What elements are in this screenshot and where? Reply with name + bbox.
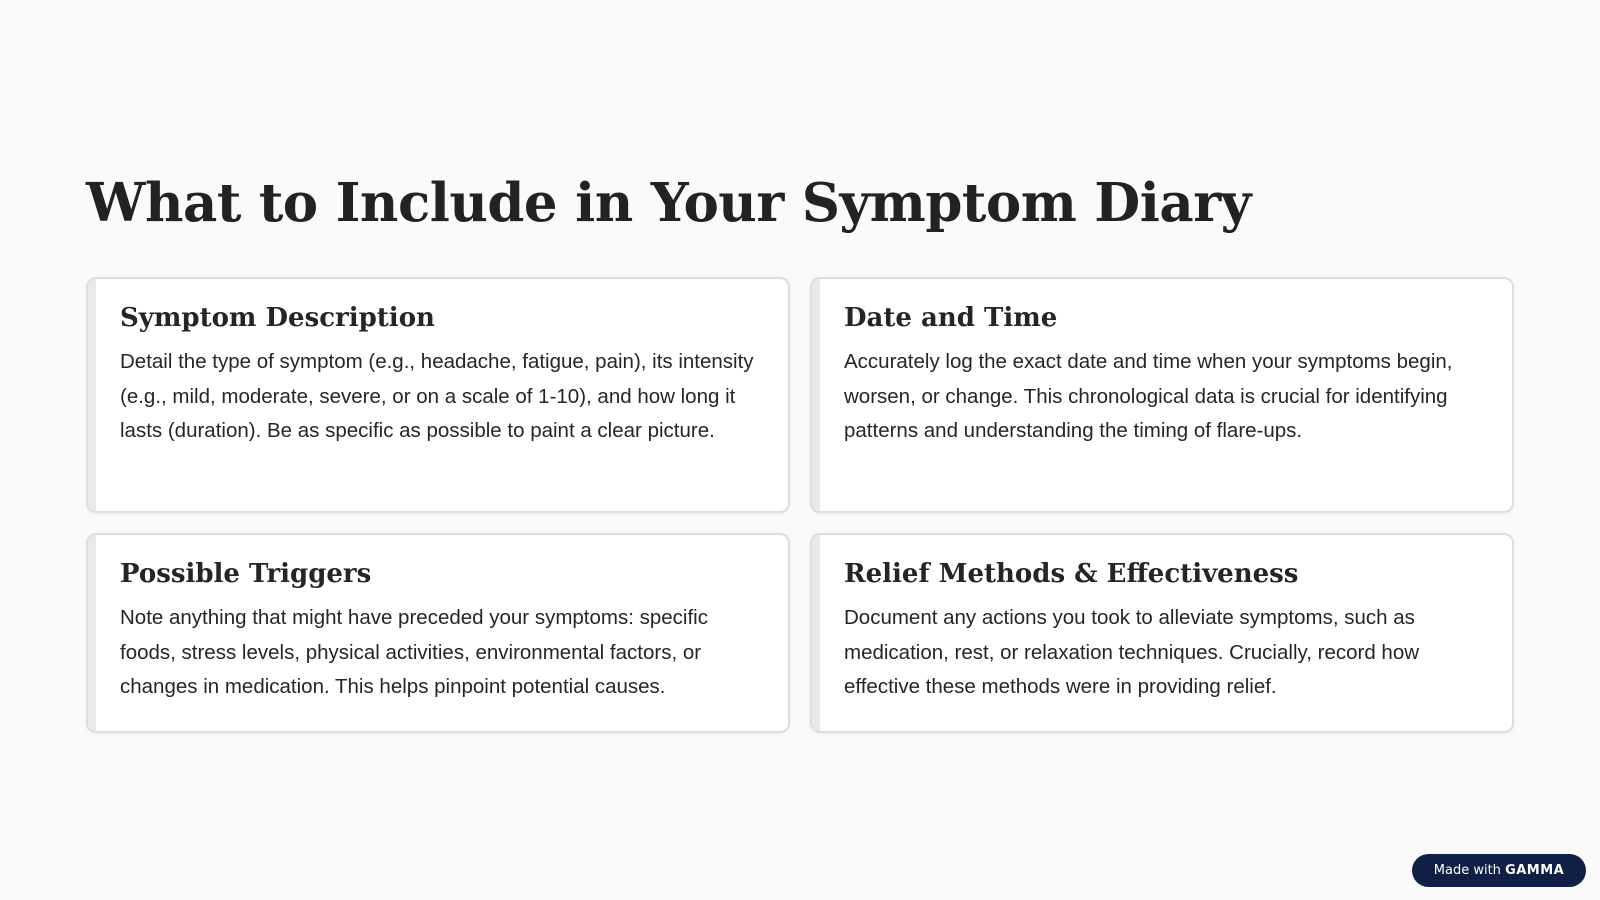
card-text: Document any actions you took to alleviate symptoms, such as medication, rest, or relaxation techniques. Crucially, record how effective these methods were in providing relief. bbox=[844, 606, 1420, 698]
card-heading: Relief Methods & Effectiveness bbox=[844, 559, 1299, 589]
gamma-logo: GAMMA bbox=[1505, 863, 1565, 878]
card-symptom-description bbox=[86, 277, 790, 513]
made-with-gamma-badge[interactable] bbox=[1412, 854, 1586, 887]
card-relief-methods bbox=[810, 533, 1514, 733]
card-possible-triggers bbox=[86, 533, 790, 733]
badge-prefix: Made with bbox=[1433, 863, 1501, 878]
card-heading: Symptom Description bbox=[120, 303, 435, 333]
card-text: Detail the type of symptom (e.g., headache, fatigue, pain), its intensity (e.g., mild, moderate, severe, or on a scale of 1-10), and how long it lasts (duration). Be as specific as possible to paint a clear picture. bbox=[120, 350, 754, 442]
page-title: What to Include in Your Symptom Diary bbox=[86, 172, 1251, 234]
card-text: Accurately log the exact date and time when your symptoms begin, worsen, or change. This chronological data is crucial for identifying patterns and understanding the timing of flare-ups. bbox=[844, 350, 1453, 442]
card-heading: Possible Triggers bbox=[120, 559, 372, 589]
card-text: Note anything that might have preceded your symptoms: specific foods, stress levels, physical activities, environmental factors, or changes in medication. This helps pinpoint potential causes. bbox=[120, 606, 708, 698]
card-date-and-time bbox=[810, 277, 1514, 513]
card-heading: Date and Time bbox=[844, 303, 1058, 333]
